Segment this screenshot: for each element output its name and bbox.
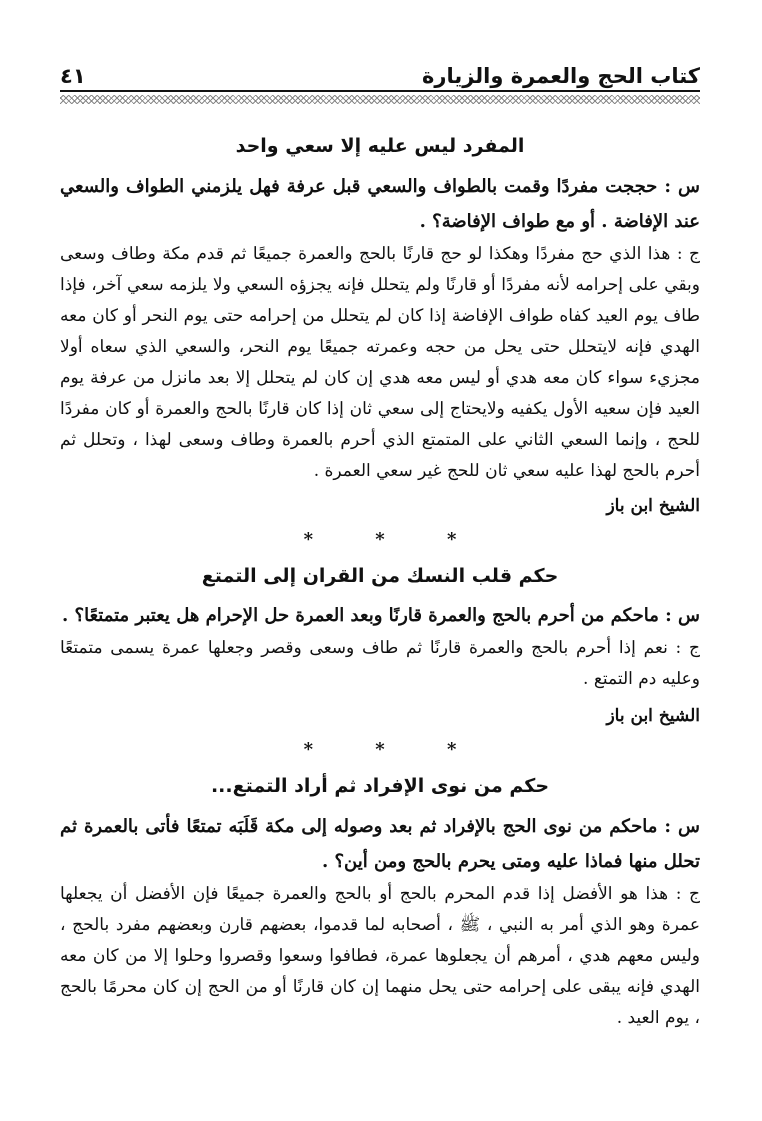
question-text: س : ماحكم من نوى الحج بالإفراد ثم بعد وصوله إلى مكة قَلَبَه تمتعًا فأتى بالعمرة ثم تحلل منها فماذا عليه ومتى يحرم بالحج ومن أين؟ . bbox=[60, 816, 700, 873]
answer-text: ج : هذا هو الأفضل إذا قدم المحرم بالحج أو بالحج والعمرة جميعًا فإن الأفضل أن يجعلها عمرة وهو الذي أمر به النبي ، ﷺ ، أصحابه لما قدموا، بعضهم قارن وبعضهم مفرد بالحج ، وليس معهم هدي ، أمرهم أن يجعلوها عمرة، فطافوا وسعوا وقصروا وحلوا إلا من كان معه الهدي فإنه يبقى على إحرامه حتى يحل منهما إن كان قارنًا أو من الحج إن كان محرمًا بالحج ، يوم العيد . bbox=[60, 884, 700, 1029]
signature: الشيخ ابن باز bbox=[606, 706, 700, 727]
signature: الشيخ ابن باز bbox=[606, 495, 700, 516]
page-header bbox=[60, 52, 700, 92]
answer-text: ج : هذا الذي حج مفردًا وهكذا لو حج قارنًا بالحج والعمرة جميعًا ثم قدم مكة وطاف وسعى وبقي على إحرامه لأنه مفردًا أو قارنًا ولم يتحلل فإنه يجزؤه السعي ولا يلزمه سعي آخر، فإذا طاف يوم العيد كفاه طواف الإفاضة إذا كان لم يتحلل من إحرامه حتى يوم النحر أو كان معه الهدي فإنه لايتحلل حتى يحل من حجه وعمرته جميعًا يوم النحر، والسعي الذي سعاه أولا مجزيء سواء كان معه هدي أو ليس معه هدي إن كان لم يتحلل إلا بعد مانزل من عرفة يوم العيد فإن سعيه الأول يكفيه ولايحتاج إلى سعي ثان إذا كان قارنًا بالحج والعمرة أو كان مفردًا للحج ، وإنما السعي الثاني على المتمتع الذي أحرم بالعمرة وطاف وسعى لهذا ، وتحلل ثم أحرم بالحج لهذا عليه سعي ثان للحج غير سعي العمرة . bbox=[60, 243, 700, 481]
question-text: س : حججت مفردًا وقمت بالطواف والسعي قبل عرفة فهل يلزمني الطواف والسعي عند الإفاضة . أو مع طواف الإفاضة؟ . bbox=[60, 175, 700, 232]
section-title: حكم قلب النسك من القران إلى التمتع bbox=[201, 564, 559, 587]
header-ornament-rule bbox=[60, 95, 700, 104]
section-title: حكم من نوى الإفراد ثم أراد التمتع... bbox=[210, 775, 550, 798]
page-number: ٤١ bbox=[60, 64, 86, 88]
book-title: كتاب الحج والعمرة والزيارة bbox=[421, 64, 700, 88]
section-title: المفرد ليس عليه إلا سعي واحد bbox=[235, 135, 525, 157]
section-separator: * * * bbox=[303, 739, 485, 761]
answer-text: ج : نعم إذا أحرم بالحج والعمرة قارنًا ثم طاف وسعى وقصر وجعلها عمرة يسمى متمتعًا وعليه دم التمتع . bbox=[60, 638, 700, 690]
section-separator: * * * bbox=[303, 528, 485, 550]
question-text: س : ماحكم من أحرم بالحج والعمرة قارنًا وبعد العمرة حل الإحرام هل يعتبر متمتعًا؟ . bbox=[62, 605, 700, 627]
book-page bbox=[60, 52, 700, 1034]
